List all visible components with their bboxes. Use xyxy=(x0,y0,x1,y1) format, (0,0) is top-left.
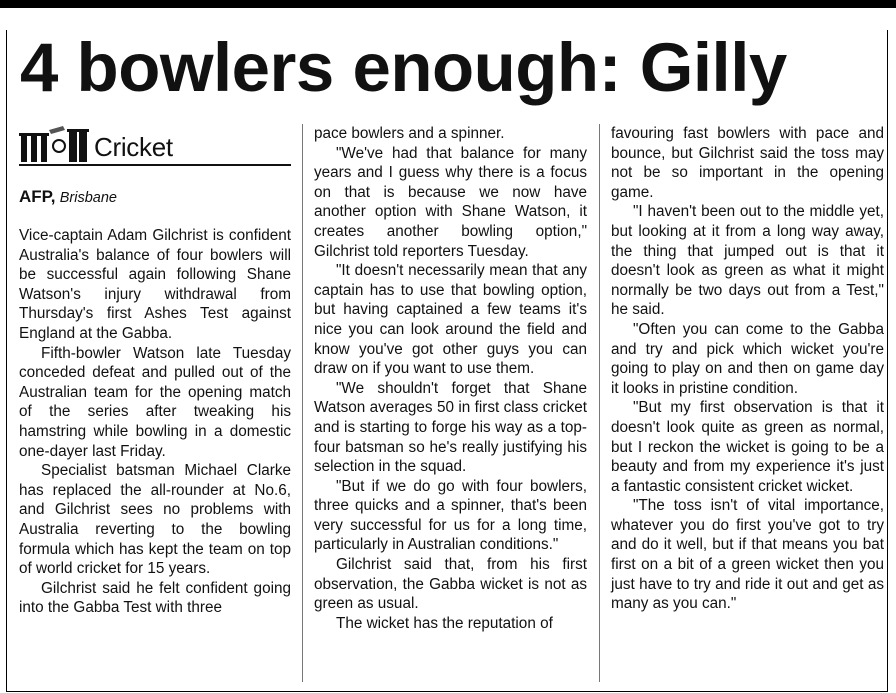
paragraph: "I haven't been out to the middle yet, but looking at it from a long way away, the thing that jumped out is that it doesn't look as green as what it might normally be two days out from a Test," he said. xyxy=(611,203,884,319)
paragraph: "But if we do go with four bowlers, three quicks and a spinner, that's been very successful for us for a long time, particularly in Australian conditions." xyxy=(314,477,587,554)
paragraph: Fifth-bowler Watson late Tuesday conceded defeat and pulled out of the Australian team for the opening match of the series after tweaking his hamstring while bowling in a domestic one-dayer last Friday. xyxy=(19,344,291,460)
paragraph: favouring fast bowlers with pace and bounce, but Gilchrist said the toss may not be so important in the opening game. xyxy=(611,125,884,201)
byline-place: Brisbane xyxy=(59,190,117,206)
paragraph: The wicket has the reputation of xyxy=(336,614,553,632)
article-column-3 xyxy=(611,124,884,614)
byline-agency: AFP, xyxy=(19,187,56,206)
section-rubric xyxy=(19,124,291,174)
paragraph: "It doesn't necessarily mean that any captain has to use that bowling option, but having captained a few teams it's nice you can look around the field and know you've got other guys you can draw on if you want to use them. xyxy=(314,262,587,378)
article-column-2 xyxy=(314,124,587,633)
cricket-stumps-icon xyxy=(19,126,89,162)
paragraph: Vice-captain Adam Gilchrist is confident Australia's balance of four bowlers will be successful again following Shane Watson's injury withdrawal from Thursday's first Ashes Test against England at the Gabba. xyxy=(19,227,291,342)
column-divider xyxy=(302,124,303,682)
paragraph: "We shouldn't forget that Shane Watson averages 50 in first class cricket and is starting to forge his way as a top-four batsman so he's really justifying his selection in the squad. xyxy=(314,379,587,476)
headline: 4 bowlers enough: Gilly xyxy=(20,29,787,106)
column-divider xyxy=(599,124,600,682)
paragraph: pace bowlers and a spinner. xyxy=(314,125,505,142)
paragraph: Gilchrist said he felt confident going into the Gabba Test with three xyxy=(19,579,291,617)
paragraph: "We've had that balance for many years and I guess why there is a focus on that is because we now have another option with Shane Watson, it creates another bowling option," Gilchrist told reporters Tuesday. xyxy=(314,144,587,260)
paragraph: "But my first observation is that it doesn't look quite as green as normal, but I reckon the wicket is going to be a beauty and from my experience it's just a fantastic consistent cricket wicket. xyxy=(611,399,884,495)
paragraph: "The toss isn't of vital importance, whatever you do first you've got to try and do it well, but if that means you bat first on a bit of a green wicket then you just have to try and ride it out and get as many as you can." xyxy=(611,497,884,613)
paragraph: Gilchrist said that, from his first observation, the Gabba wicket is not as green as usual. xyxy=(314,556,587,613)
paragraph: Specialist batsman Michael Clarke has replaced the all-rounder at No.6, and Gilchrist sees no problems with Australia reverting to the bowling formula which has kept the team on top of world cricket for 15 years. xyxy=(19,462,291,578)
section-label: Cricket xyxy=(94,132,173,162)
rubric-underline xyxy=(19,164,291,166)
top-rule xyxy=(0,0,896,8)
paragraph: "Often you can come to the Gabba and try and pick which wicket you're going to play on and then on game day it looks in pristine condition. xyxy=(611,320,884,397)
byline xyxy=(19,187,117,207)
